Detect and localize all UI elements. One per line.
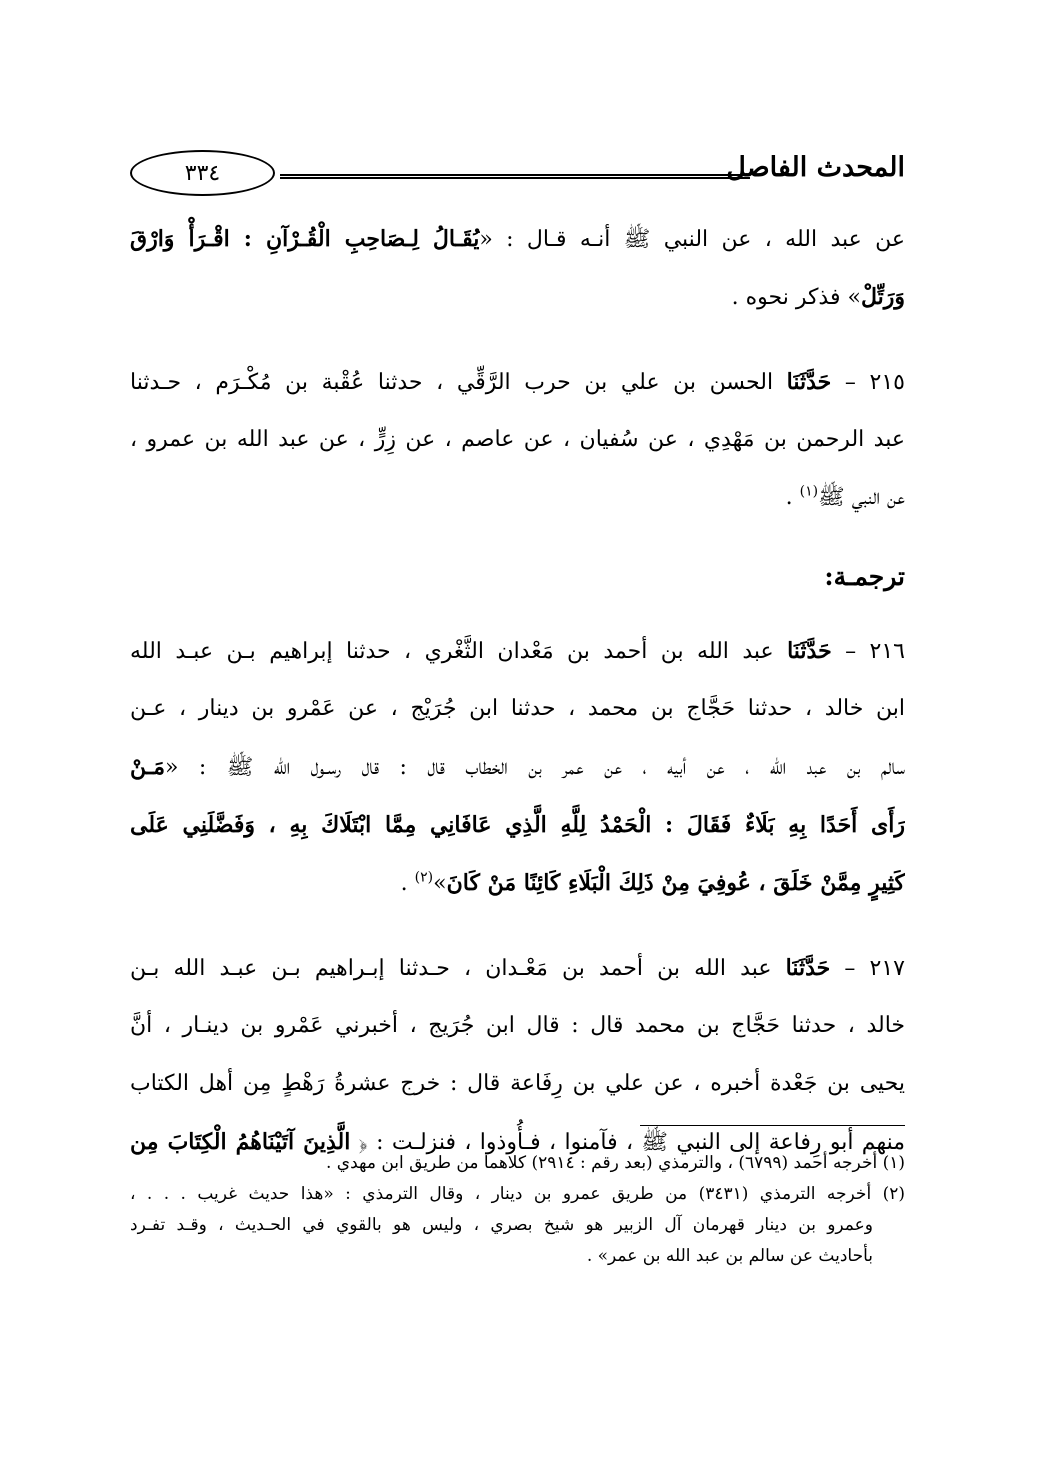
text-line: خالد ، حدثنا حَجَّاج بن محمد قال : قال ابن جُرَيج ، أخبرني عَمْرو بن دينـار ، أنَّ	[130, 1013, 905, 1038]
paragraph-215	[130, 353, 905, 527]
text-line: ابن خالد ، حدثنا حَجَّاج بن محمد ، حدثنا ابن جُرَيْج ، عن عَمْرو بن دينار ، عـن	[130, 696, 905, 721]
text-line: وَرَتِّلْ» فذكر نحوه .	[731, 284, 905, 310]
hadith-text: رَأَى أَحَدًا بِهِ بَلَاءٌ فَقَالَ : الْحَمْدُ لِلَّهِ الَّذِي عَافَانِي مِمَّا ابْتَلَاكَ بِهِ ، وَفَضَّلَنِي عَلَى	[130, 812, 905, 838]
quran-text: الَّذِينَ آتَيْنَاهُمُ الْكِتَابَ مِن	[130, 1129, 351, 1155]
footnote-ref: (٢)	[414, 869, 434, 886]
text-line: سالم بن عبد الله ، عن أبيه ، عن عمر بن الخطاب قال : قال رسـول الله ﷺ : «مَـنْ	[130, 754, 905, 780]
text-line: منهم أبو رِفاعة إلى النبي ﷺ ، فآمنوا ، فـأُوذوا ، فنزلـت : ﴿ الَّذِينَ آتَيْنَاهُمُ الْكِتَابَ مِن	[130, 1129, 905, 1155]
paragraph	[130, 210, 905, 326]
page-header	[130, 150, 905, 200]
footnote-2-continued: بأحاديث عن سالم بن عبد الله بن عمر» .	[586, 1246, 873, 1266]
section-heading: ترجمـة:	[824, 562, 905, 591]
hadith-text: كَثِيرٍ مِمَّنْ خَلَقَ ، عُوفِيَ مِنْ ذَلِكَ الْبَلَاءِ كَائِنًا مَنْ كَانَ	[446, 870, 905, 896]
hadith-text: يُقَـالُ لِـصَاحِبِ الْقُـرْآنِ : اقْـرَأْ وَارْقَ	[130, 226, 480, 252]
paragraph-217	[130, 939, 905, 1171]
footnote-1: (١) أخرجه أحمد (٦٧٩٩) ، والترمذي (بعد رقم : ٢٩١٤) كلاهما من طريق ابن مهدي .	[325, 1153, 905, 1173]
paragraph-216	[130, 622, 905, 912]
text-line: كَثِيرٍ مِمَّنْ خَلَقَ ، عُوفِيَ مِنْ ذَلِكَ الْبَلَاءِ كَائِنًا مَنْ كَانَ»$^{(٢)}$ .	[400, 869, 905, 896]
page-number: ٣٣٤	[130, 150, 275, 196]
footnotes	[130, 1148, 905, 1272]
haddathana-keyword: حَدَّثَنَا	[786, 369, 832, 395]
haddathana-keyword: حَدَّثَنَا	[787, 638, 832, 664]
text-line: ٢١٦ – حَدَّثَنَا عبد الله بن أحمد بن مَعْدان الثَّغْري ، حدثنا إبراهيم بـن عبـد الله	[130, 638, 905, 664]
footnote-2: (٢) أخرجه الترمذي (٣٤٣١) من طريق عمرو بن دينار ، وقال الترمذي : «هذا حديث غريب . . . ،	[130, 1184, 905, 1204]
text-line: عن عبد الله ، عن النبي ﷺ أنـه قـال : «يُقَـالُ لِـصَاحِبِ الْقُـرْآنِ : اقْـرَأْ وَارْقَ	[130, 226, 905, 252]
text-line: عبد الرحمن بن مَهْدِي ، عن سُفيان ، عن عاصم ، عن زِرٍّ ، عن عبد الله بن عمرو ،	[130, 427, 905, 452]
hadith-text: وَرَتِّلْ	[860, 284, 905, 310]
footnote-2-continued: وعمرو بن دينار قهرمان آل الزبير هو شيخ بصري ، وليس هو بالقوي في الحـديث ، وقـد تفـرد	[130, 1215, 873, 1235]
footnote-separator	[640, 1125, 905, 1126]
haddathana-keyword: حَدَّثَنَا	[785, 955, 831, 981]
hadith-text: مَـنْ	[130, 754, 165, 780]
footnote-ref: (١)	[799, 483, 819, 500]
header-double-rule	[280, 174, 750, 179]
page-title: المحدث الفاصل	[726, 152, 905, 183]
text-line: ٢١٧ – حَدَّثَنَا عبد الله بن أحمد بن مَعْـدان ، حـدثنا إبـراهيم بـن عبـد الله بـن	[130, 955, 905, 981]
text-line: يحيى بن جَعْدة أخبره ، عن علي بن رِفَاعة قال : خرج عشرةُ رَهْطٍ مِن أهل الكتاب	[130, 1071, 905, 1096]
body-text	[130, 210, 905, 1198]
text-line: ٢١٥ – حَدَّثَنَا الحسن بن علي بن حرب الرَّقِّي ، حدثنا عُقْبة بن مُكْـرَم ، حـدثنا	[130, 369, 905, 395]
text-line: عن النبي ﷺ$^{(١)}$ .	[785, 483, 905, 510]
